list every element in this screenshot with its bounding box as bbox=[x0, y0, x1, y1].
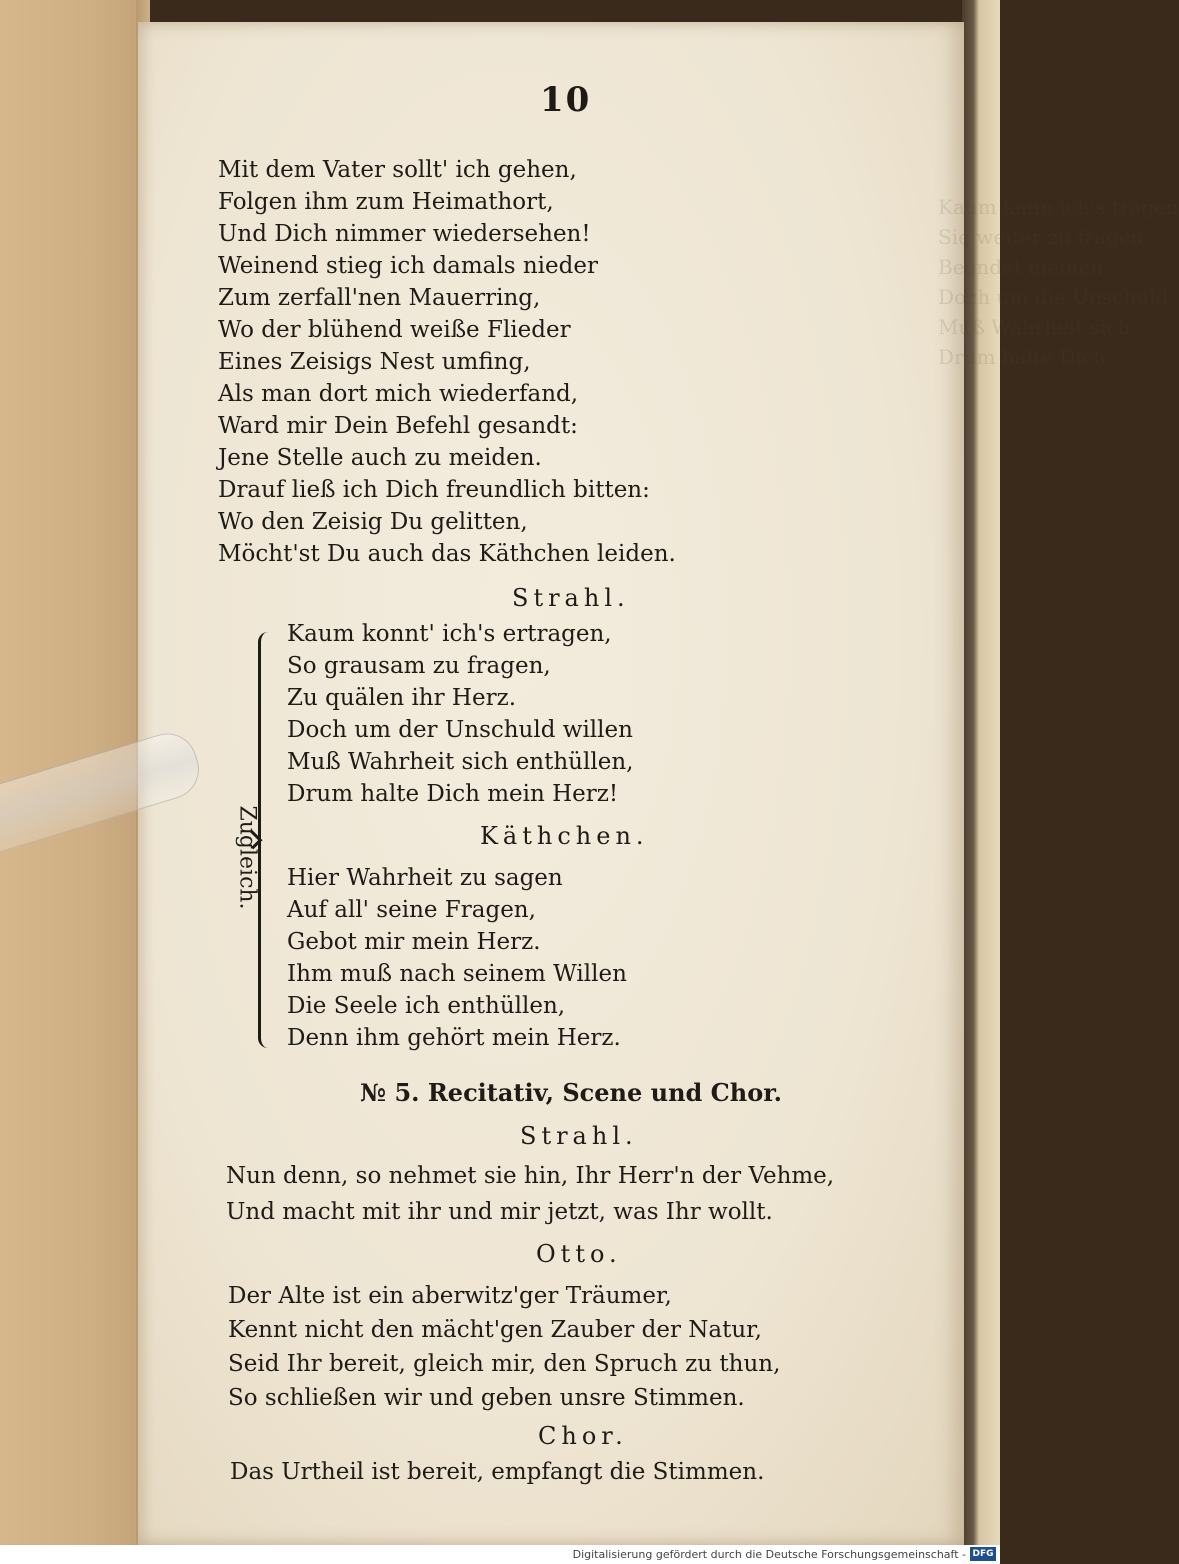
verse-line: Ihm muß nach seinem Willen bbox=[287, 961, 627, 987]
verse-line: Nun denn, so nehmet sie hin, Ihr Herr'n der Vehme, bbox=[226, 1163, 835, 1189]
verse-line: Mit dem Vater sollt' ich gehen, bbox=[218, 157, 577, 183]
verse-line: Wo den Zeisig Du gelitten, bbox=[218, 509, 528, 535]
verse-line: So grausam zu fragen, bbox=[287, 653, 551, 679]
zugleich-label: Zugleich. bbox=[234, 805, 260, 910]
verse-line: Muß Wahrheit sich enthüllen, bbox=[287, 749, 634, 775]
speaker-kaethchen: Käthchen. bbox=[480, 822, 649, 850]
verse-line: Zum zerfall'nen Mauerring, bbox=[218, 285, 541, 311]
verse-line: Wo der blühend weiße Flieder bbox=[218, 317, 571, 343]
verse-line: Drauf ließ ich Dich freundlich bitten: bbox=[218, 477, 650, 503]
bleed-through-text: Kaum kann ich's tragen Sie weiter zu fragen, Beendet meinen Doch um die Unschuld Muß Wahrheit sich Drum halte Dich bbox=[938, 195, 1179, 369]
page-number: 10 bbox=[540, 80, 592, 120]
verse-line: Die Seele ich enthüllen, bbox=[287, 993, 566, 1019]
verse-line: Der Alte ist ein aberwitz'ger Träumer, bbox=[228, 1283, 672, 1309]
speaker-strahl: Strahl. bbox=[520, 1122, 638, 1150]
verse-line: Als man dort mich wiederfand, bbox=[218, 381, 579, 407]
verse-line: Gebot mir mein Herz. bbox=[287, 929, 541, 955]
verse-line: Doch um der Unschuld willen bbox=[287, 717, 633, 743]
verse-line: Folgen ihm zum Heimathort, bbox=[218, 189, 554, 215]
verse-line: Ward mir Dein Befehl gesandt: bbox=[218, 413, 578, 439]
speaker-otto: Otto. bbox=[536, 1240, 622, 1268]
speaker-chor: Chor. bbox=[538, 1422, 628, 1450]
verse-line: Zu quälen ihr Herz. bbox=[287, 685, 517, 711]
verse-line: Das Urtheil ist bereit, empfangt die Stimmen. bbox=[230, 1459, 765, 1485]
verse-line: Kaum konnt' ich's ertragen, bbox=[287, 621, 612, 647]
verse-line: Und macht mit ihr und mir jetzt, was Ihr wollt. bbox=[226, 1199, 773, 1225]
verse-line: So schließen wir und geben unsre Stimmen. bbox=[228, 1385, 745, 1411]
dfg-logo: DFG bbox=[970, 1547, 996, 1561]
verse-line: Und Dich nimmer wiedersehen! bbox=[218, 221, 591, 247]
verse-line: Jene Stelle auch zu meiden. bbox=[218, 445, 542, 471]
verse-line: Eines Zeisigs Nest umfing, bbox=[218, 349, 531, 375]
funding-credit: Digitalisierung gefördert durch die Deutsche Forschungsgemeinschaft - bbox=[572, 1548, 966, 1561]
number-heading: № 5. Recitativ, Scene und Chor. bbox=[360, 1078, 783, 1107]
speaker-strahl: Strahl. bbox=[512, 584, 630, 612]
verse-line: Weinend stieg ich damals nieder bbox=[218, 253, 598, 279]
verse-line: Drum halte Dich mein Herz! bbox=[287, 781, 619, 807]
verse-line: Möcht'st Du auch das Käthchen leiden. bbox=[218, 541, 676, 567]
verse-line: Auf all' seine Fragen, bbox=[287, 897, 536, 923]
verse-line: Kennt nicht den mächt'gen Zauber der Natur, bbox=[228, 1317, 762, 1343]
verse-line: Seid Ihr bereit, gleich mir, den Spruch zu thun, bbox=[228, 1351, 781, 1377]
verse-line: Hier Wahrheit zu sagen bbox=[287, 865, 563, 891]
verse-line: Denn ihm gehört mein Herz. bbox=[287, 1025, 621, 1051]
